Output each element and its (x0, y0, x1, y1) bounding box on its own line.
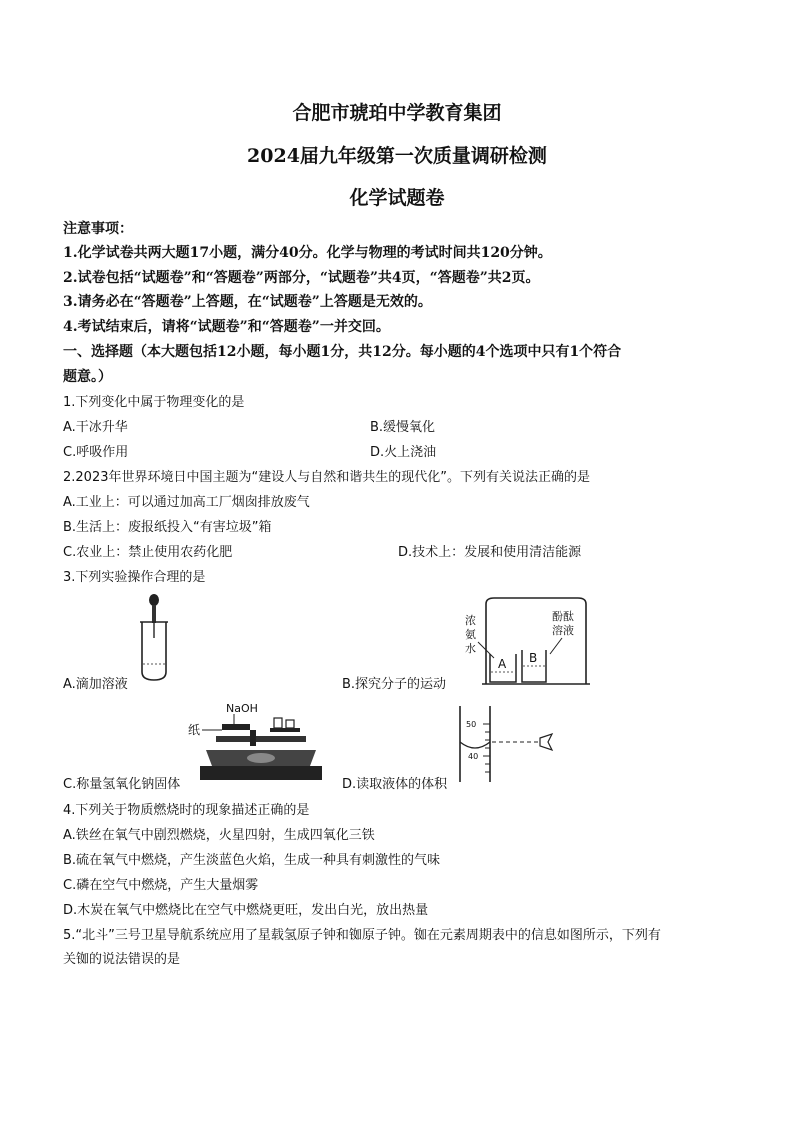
paper-label: 纸 (188, 723, 201, 737)
ammonia-label-2: 氨 (465, 628, 476, 641)
school-title: 合肥市琥珀中学教育集团 (292, 102, 502, 124)
q3-option-a: A.滴加溶液 (63, 677, 128, 692)
q5-stem-line1: 5.“北斗”三号卫星导航系统应用了星载氢原子钟和铷原子钟。铷在元素周期表中的信息如图所示，下列有 (63, 928, 661, 943)
weight-2 (286, 720, 294, 728)
q3-option-c: C.称量氢氧化钠固体 (63, 777, 181, 792)
q2-option-b: B.生活上：废报纸投入“有害垃圾”箱 (63, 520, 272, 535)
q3-option-b: B.探究分子的运动 (342, 677, 447, 692)
mark-50: 50 (466, 720, 477, 729)
q2-option-d: D.技术上：发展和使用清洁能源 (398, 545, 582, 560)
beaker-b-label: B (529, 651, 538, 665)
q4-option-d: D.木炭在氧气中燃烧比在空气中燃烧更旺，发出白光，放出热量 (63, 903, 429, 918)
q4-option-b: B.硫在氧气中燃烧，产生淡蓝色火焰，生成一种具有刺激性的气味 (63, 853, 441, 868)
q5-stem-line2: 关铷的说法错误的是 (63, 952, 181, 967)
balance-figure (186, 700, 322, 790)
q4-stem: 4.下列关于物质燃烧时的现象描述正确的是 (63, 803, 310, 818)
note-item-3: 3.请务必在“答题卷”上答题，在“试题卷”上答题是无效的。 (63, 294, 432, 310)
q1-stem: 1.下列变化中属于物理变化的是 (63, 395, 245, 410)
q2-option-c: C.农业上：禁止使用农药化肥 (63, 545, 233, 560)
q3-option-d: D.读取液体的体积 (342, 777, 448, 792)
q1-option-c: C.呼吸作用 (63, 445, 129, 460)
q4-option-a: A.铁丝在氧气中剧烈燃烧，火星四射，生成四氧化三铁 (63, 828, 375, 843)
phenolphthalein-label-2: 溶液 (552, 624, 574, 637)
cylinder-reading-figure (450, 706, 560, 782)
note-item-4: 4.考试结束后，请将“试题卷”和“答题卷”一并交回。 (63, 319, 390, 335)
q3-stem: 3.下列实验操作合理的是 (63, 570, 206, 585)
section-heading-line2: 题意。） (63, 369, 112, 385)
meniscus (460, 742, 490, 748)
q4-option-c: C.磷在空气中燃烧，产生大量烟雾 (63, 878, 259, 893)
q2-stem: 2.2023年世界环境日中国主题为“建设人与自然和谐共生的现代化”。下列有关说法正确的是 (63, 470, 590, 485)
q2-option-a: A.工业上：可以通过加高工厂烟囱排放废气 (63, 495, 310, 510)
note-item-2: 2.试卷包括“试题卷”和“答题卷”两部分，“试题卷”共4页，“答题卷”共2页。 (63, 270, 540, 286)
mark-40: 40 (468, 752, 479, 761)
section-heading-line1: 一、选择题（本大题包括12小题，每小题1分，共12分。每小题的4个选项中只有1个符合 (63, 344, 622, 360)
exam-title: 2024届九年级第一次质量调研检测 (247, 145, 547, 167)
phenolphthalein-label-1: 酚酞 (552, 610, 574, 623)
dropper-bulb (149, 594, 159, 606)
naoh-label: NaOH (226, 702, 258, 715)
paper-title: 化学试题卷 (349, 187, 445, 209)
note-item-1: 1.化学试卷共两大题17小题，满分40分。化学与物理的考试时间共120分钟。 (63, 245, 552, 261)
weight-1 (274, 718, 282, 728)
molecule-motion-figure (462, 596, 598, 686)
ammonia-label-1: 浓 (465, 614, 476, 627)
q1-option-d: D.火上浇油 (370, 445, 437, 460)
notes-heading: 注意事项： (63, 221, 133, 237)
q1-option-a: A.干冰升华 (63, 420, 128, 435)
q1-option-b: B.缓慢氧化 (370, 420, 436, 435)
beaker-a-label: A (498, 657, 507, 671)
dropper-tube (152, 605, 156, 623)
dropper-test-tube-figure (130, 592, 180, 684)
left-pan (222, 724, 250, 730)
ammonia-label-3: 水 (465, 642, 476, 655)
eye-icon (540, 734, 552, 750)
right-pan (270, 728, 300, 732)
